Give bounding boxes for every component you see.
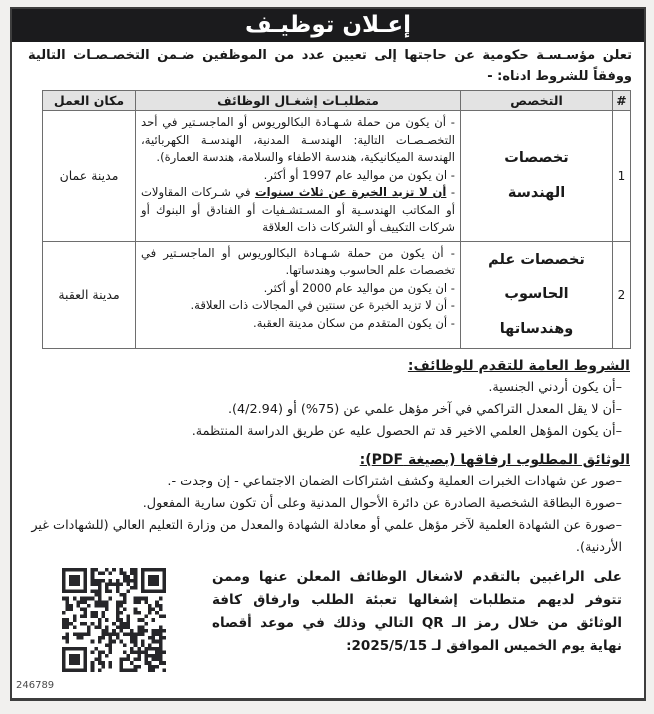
table-row	[43, 241, 631, 348]
list-item: –أن لا يقل المعدل التراكمي في آخر مؤهل علمي عن (75%) أو (4/2.94).	[227, 401, 622, 417]
requirement-line: - أن لا تزيد الخبرة عن سنتين في المجالات ذات العلاقة.	[190, 298, 455, 312]
page-title: إعـلان توظيـف	[12, 9, 644, 42]
required-documents-list	[12, 471, 644, 559]
requirement-line: - أن يكون من حملة شـهـادة البكالوريوس أو الماجسـتير في أحد التخصـصـات التالية: الهندسـة المدنية، الهندسـة الكهربائية، الهندسة الميكانيكية، هندسة الاطفاء والسلامة، هندسة العمارة).	[141, 115, 455, 164]
specialty-text: تخصصات الهندسة	[504, 149, 569, 201]
location-cell: مدينة عمان	[43, 111, 136, 242]
header-number: #	[613, 91, 631, 111]
jobs-table-header	[43, 91, 631, 111]
header-location: مكان العمل	[43, 91, 136, 111]
requirement-line: - ان يكون من مواليد عام 2000 أو أكثر.	[263, 280, 455, 295]
requirement-line: - أن يكون من حملة شـهـادة البكالوريوس أو الماجسـتير في تخصصات علم الحاسوب وهندساتها.	[141, 245, 455, 277]
requirement-line: - أن يكون المتقدم من سكان مدينة العقبة.	[253, 315, 455, 330]
requirements-cell	[136, 241, 461, 348]
specialty-cell	[461, 241, 613, 348]
general-conditions-heading: الشروط العامة للتقدم للوظائف:	[407, 357, 630, 374]
list-item: –صورة البطاقة الشخصية الصادرة عن دائرة الأحوال المدنية وعلى أن تكون سارية المفعول.	[142, 495, 622, 511]
closing-paragraph: على الراغبين بالتقدم لاشغال الوظائف المعلن عنها وممن تتوفر لديهم متطلبات إشغالها تعبئة الطلب وارفاق كافة الوثائق من خلال رمز الـ QR التالي وذلك في موعد أقصاه نهاية يوم الخميس الموافق لـ 2025/5/15:	[212, 568, 622, 654]
jobs-table	[42, 90, 631, 349]
list-item: –صور عن شهادات الخبرات العملية وكشف اشتراكات الضمان الاجتماعي - إن وجدت -.	[167, 473, 622, 489]
general-conditions-list	[12, 377, 644, 443]
row-number-cell: 2	[613, 241, 631, 348]
list-item: –أن يكون المؤهل العلمي الاخير قد تم الحصول عليه عن طريق الدراسة المنتظمة.	[191, 423, 622, 439]
row-number-cell: 1	[613, 111, 631, 242]
table-row	[43, 111, 631, 242]
list-item: –أن يكون أردني الجنسية.	[488, 379, 622, 395]
required-documents-heading: الوثائق المطلوب ارفاقها (بصيغة PDF):	[359, 451, 630, 468]
list-item: –صورة عن الشهادة العلمية لآخر مؤهل علمي أو معادلة الشهادة والمعدل من وزارة التعليم العالي (للشهادات غير الأردنية).	[31, 517, 622, 555]
specialty-cell	[461, 111, 613, 242]
specialty-text: تخصصات علم الحاسوب وهندساتها	[488, 251, 585, 338]
reference-number: 246789	[16, 680, 55, 691]
general-conditions-section	[12, 358, 644, 443]
header-requirements: متطلبـات إشغـال الوظائف	[136, 91, 461, 111]
qr-code	[60, 566, 166, 670]
requirement-line: - أن لا تزيد الخبرة عن ثلاث سنوات في شـركات المقاولات أو المكاتب الهندسـية أو المسـتشـفيات أو الفنادق أو البنوك أو شركات التكييف أو الشركات ذات العلاقة	[141, 185, 456, 234]
intro-paragraph: تعلن مؤسـسـة حكومية عن حاجتها إلى تعيين عدد من الموظفين ضـمن التخصـصـات التالية ووفقاً للشروط ادناه: -	[28, 48, 632, 84]
closing-block	[12, 559, 644, 670]
required-documents-section	[12, 452, 644, 559]
qr-code-image	[62, 568, 166, 672]
requirements-cell	[136, 111, 461, 242]
location-cell: مدينة العقبة	[43, 241, 136, 348]
requirement-emphasis: أن لا تزيد الخبرة عن ثلاث سنوات	[254, 185, 447, 199]
requirement-line: - ان يكون من مواليد عام 1997 أو أكثر.	[263, 167, 455, 182]
jobs-table-body	[43, 111, 631, 349]
header-specialty: التخصص	[461, 91, 613, 111]
announcement-frame	[10, 7, 646, 701]
